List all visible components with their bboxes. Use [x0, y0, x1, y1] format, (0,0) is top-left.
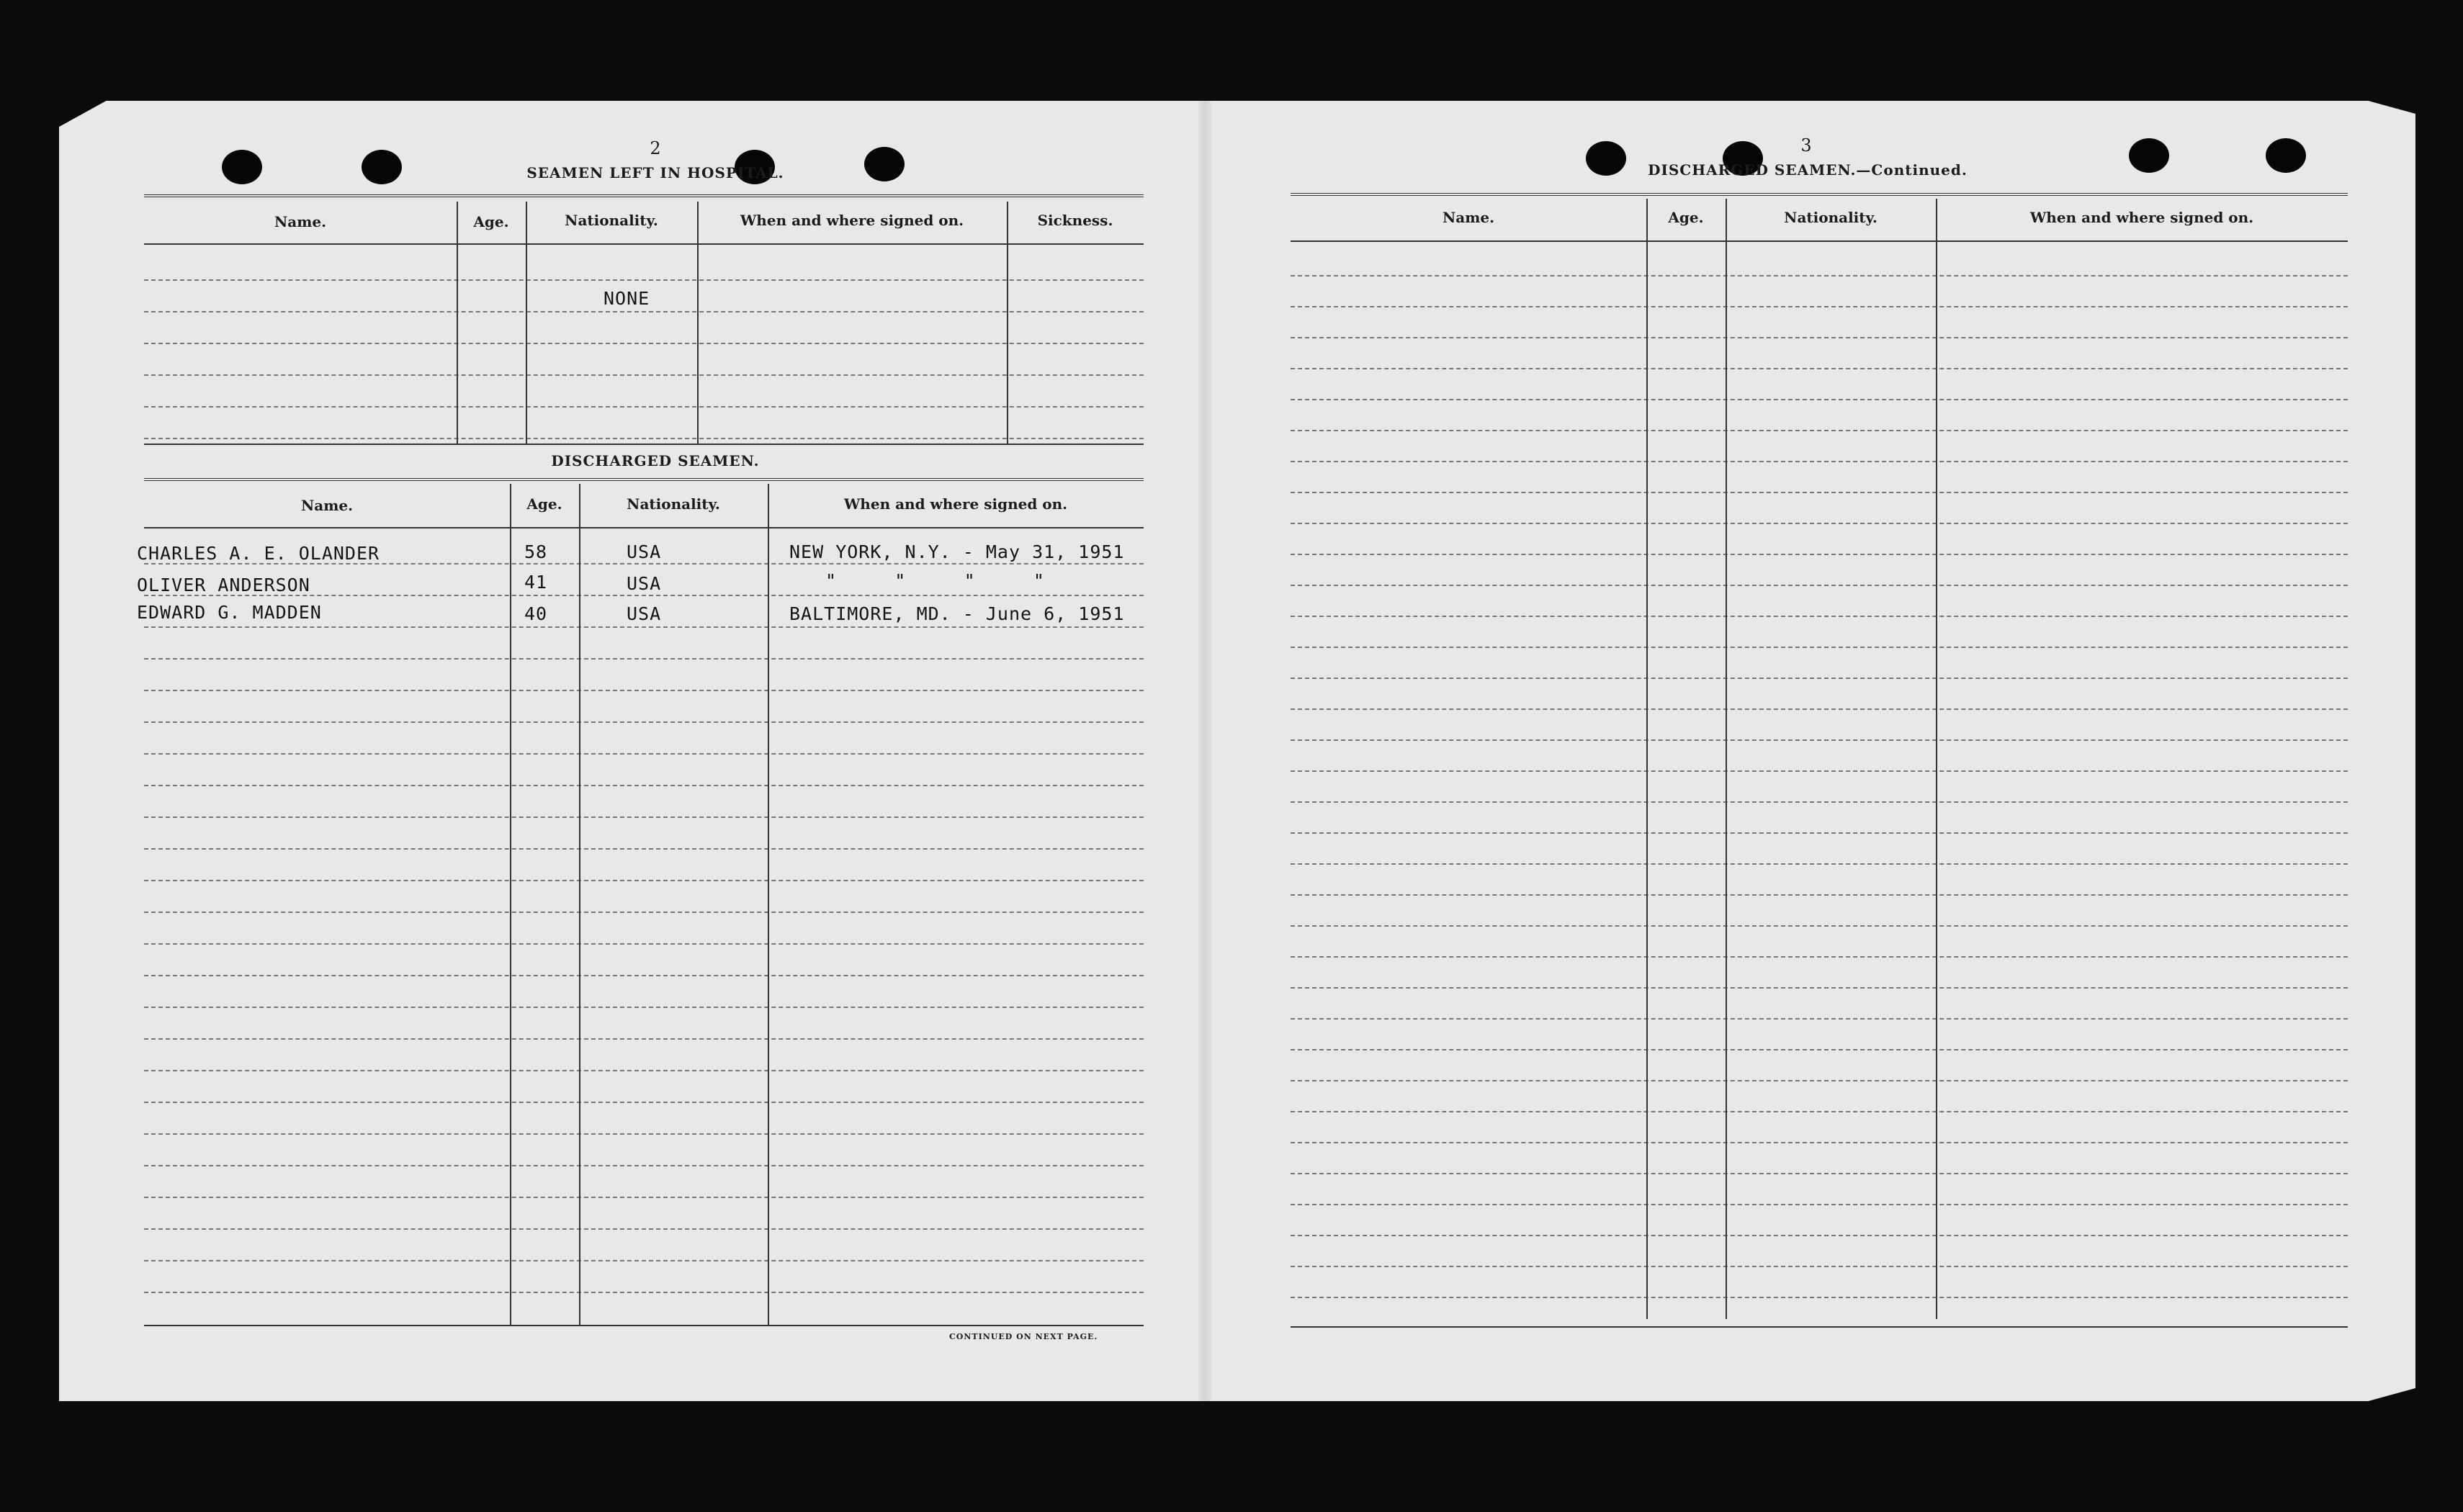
row-line [144, 1007, 1144, 1008]
hospital-row-line [144, 438, 1144, 439]
discharged-name: OLIVER ANDERSON [137, 575, 310, 595]
row-line [144, 1197, 1144, 1198]
discharged-age: 41 [524, 572, 548, 593]
discharged-age: 40 [524, 603, 548, 624]
hospital-col-sickness: Sickness. [1037, 212, 1113, 229]
row-line [144, 753, 1144, 755]
row-line [1291, 306, 2348, 307]
row-line [144, 658, 1144, 660]
row-line [144, 1070, 1144, 1071]
row-line [144, 626, 1144, 628]
right-col-signed-on: When and where signed on. [2029, 209, 2254, 226]
hospital-col-age: Age. [473, 213, 509, 230]
row-line [144, 880, 1144, 881]
row-line [1291, 863, 2348, 865]
discharged-section-title: DISCHARGED SEAMEN. [551, 452, 760, 469]
discharged-table-top-rule [144, 478, 1144, 481]
row-line [144, 785, 1144, 786]
row-line [1291, 1297, 2348, 1298]
document-sheet [59, 101, 2415, 1401]
row-line [1291, 832, 2348, 834]
hospital-row-line [144, 311, 1144, 312]
hospital-col-divider [526, 202, 527, 444]
row-line [1291, 1080, 2348, 1081]
page-number-right: 3 [1800, 135, 1812, 156]
discharged-col-signed-on: When and where signed on. [843, 495, 1068, 513]
row-line [1291, 1018, 2348, 1020]
row-line [1291, 739, 2348, 741]
discharged-nationality: USA [627, 603, 662, 624]
hospital-row-line [144, 374, 1144, 376]
hospital-table-top-rule [144, 194, 1144, 197]
page-number-left: 2 [650, 138, 661, 158]
hospital-col-name: Name. [274, 213, 327, 230]
row-line [1291, 461, 2348, 462]
row-line [144, 912, 1144, 913]
row-line [144, 816, 1144, 818]
row-line [1291, 987, 2348, 989]
hospital-table-bottom-rule [144, 444, 1144, 445]
hospital-section-title: SEAMEN LEFT IN HOSPITAL. [526, 164, 784, 181]
discharged-col-nationality: Nationality. [627, 495, 720, 513]
row-line [1291, 275, 2348, 276]
punch-hole [222, 150, 262, 184]
hospital-entry-none: NONE [604, 288, 650, 309]
right-col-divider [1936, 199, 1937, 1319]
right-col-divider [1726, 199, 1727, 1319]
row-line [1291, 894, 2348, 896]
right-col-divider [1646, 199, 1648, 1319]
row-line [1291, 1142, 2348, 1143]
hospital-row-line [144, 406, 1144, 408]
hospital-header-rule [144, 243, 1144, 245]
discharged-signed-on: BALTIMORE, MD. - June 6, 1951 [789, 603, 1125, 624]
row-line [1291, 399, 2348, 400]
row-line [144, 1102, 1144, 1103]
discharged-signed-on: NEW YORK, N.Y. - May 31, 1951 [789, 541, 1125, 562]
discharged-name: EDWARD G. MADDEN [137, 602, 322, 623]
hospital-col-divider [457, 202, 458, 444]
row-line [1291, 708, 2348, 710]
hospital-col-nationality: Nationality. [565, 212, 658, 229]
row-line [144, 690, 1144, 691]
right-col-age: Age. [1668, 209, 1704, 226]
punch-hole [864, 147, 905, 181]
row-line [1291, 925, 2348, 927]
discharged-col-name: Name. [300, 497, 354, 514]
discharged-col-divider [510, 484, 511, 1325]
hospital-row-line [144, 279, 1144, 281]
row-line [144, 1038, 1144, 1040]
row-line [1291, 1111, 2348, 1112]
discharged-col-divider [579, 484, 580, 1325]
row-line [144, 848, 1144, 850]
discharged-name: CHARLES A. E. OLANDER [137, 543, 380, 564]
discharged-table-bottom-rule [144, 1325, 1144, 1326]
row-line [1291, 492, 2348, 493]
row-line [1291, 1235, 2348, 1236]
right-table-bottom-rule [1291, 1326, 2348, 1328]
discharged-age: 58 [524, 541, 548, 562]
discharged-nationality: USA [627, 573, 662, 594]
row-line [144, 1228, 1144, 1230]
row-line [1291, 1049, 2348, 1050]
row-line [144, 1292, 1144, 1293]
right-col-name: Name. [1442, 209, 1495, 226]
row-line [144, 1133, 1144, 1135]
row-line [1291, 678, 2348, 679]
row-line [144, 721, 1144, 723]
hospital-row-line [144, 343, 1144, 344]
row-line [1291, 770, 2348, 772]
row-line [144, 1260, 1144, 1261]
right-table-top-rule [1291, 193, 2348, 196]
right-header-rule [1291, 240, 2348, 242]
punch-hole [2129, 138, 2169, 173]
page-fold [1198, 101, 1211, 1401]
discharged-col-divider [768, 484, 769, 1325]
row-line [144, 1165, 1144, 1166]
discharged-col-age: Age. [526, 495, 562, 513]
hospital-col-divider [697, 202, 699, 444]
discharged-signed-on: " " " " [825, 570, 1045, 591]
right-section-title: DISCHARGED SEAMEN.—Continued. [1648, 161, 1968, 179]
row-line [144, 975, 1144, 976]
row-line [1291, 337, 2348, 338]
continued-note: CONTINUED ON NEXT PAGE. [949, 1332, 1098, 1341]
row-line [1291, 1173, 2348, 1174]
row-line [1291, 368, 2348, 369]
row-line [1291, 647, 2348, 648]
row-line [1291, 956, 2348, 958]
row-line [1291, 1204, 2348, 1205]
punch-hole [2266, 138, 2306, 173]
row-line [1291, 523, 2348, 524]
discharged-nationality: USA [627, 541, 662, 562]
row-line [1291, 554, 2348, 555]
punch-hole [362, 150, 402, 184]
discharged-header-rule [144, 527, 1144, 528]
row-line [1291, 430, 2348, 431]
hospital-col-divider [1007, 202, 1008, 444]
row-line [1291, 1266, 2348, 1267]
right-col-nationality: Nationality. [1784, 209, 1877, 226]
row-line [1291, 801, 2348, 803]
hospital-col-signed-on: When and where signed on. [740, 212, 964, 229]
row-line [1291, 585, 2348, 586]
row-line [1291, 616, 2348, 617]
row-line [144, 943, 1144, 945]
